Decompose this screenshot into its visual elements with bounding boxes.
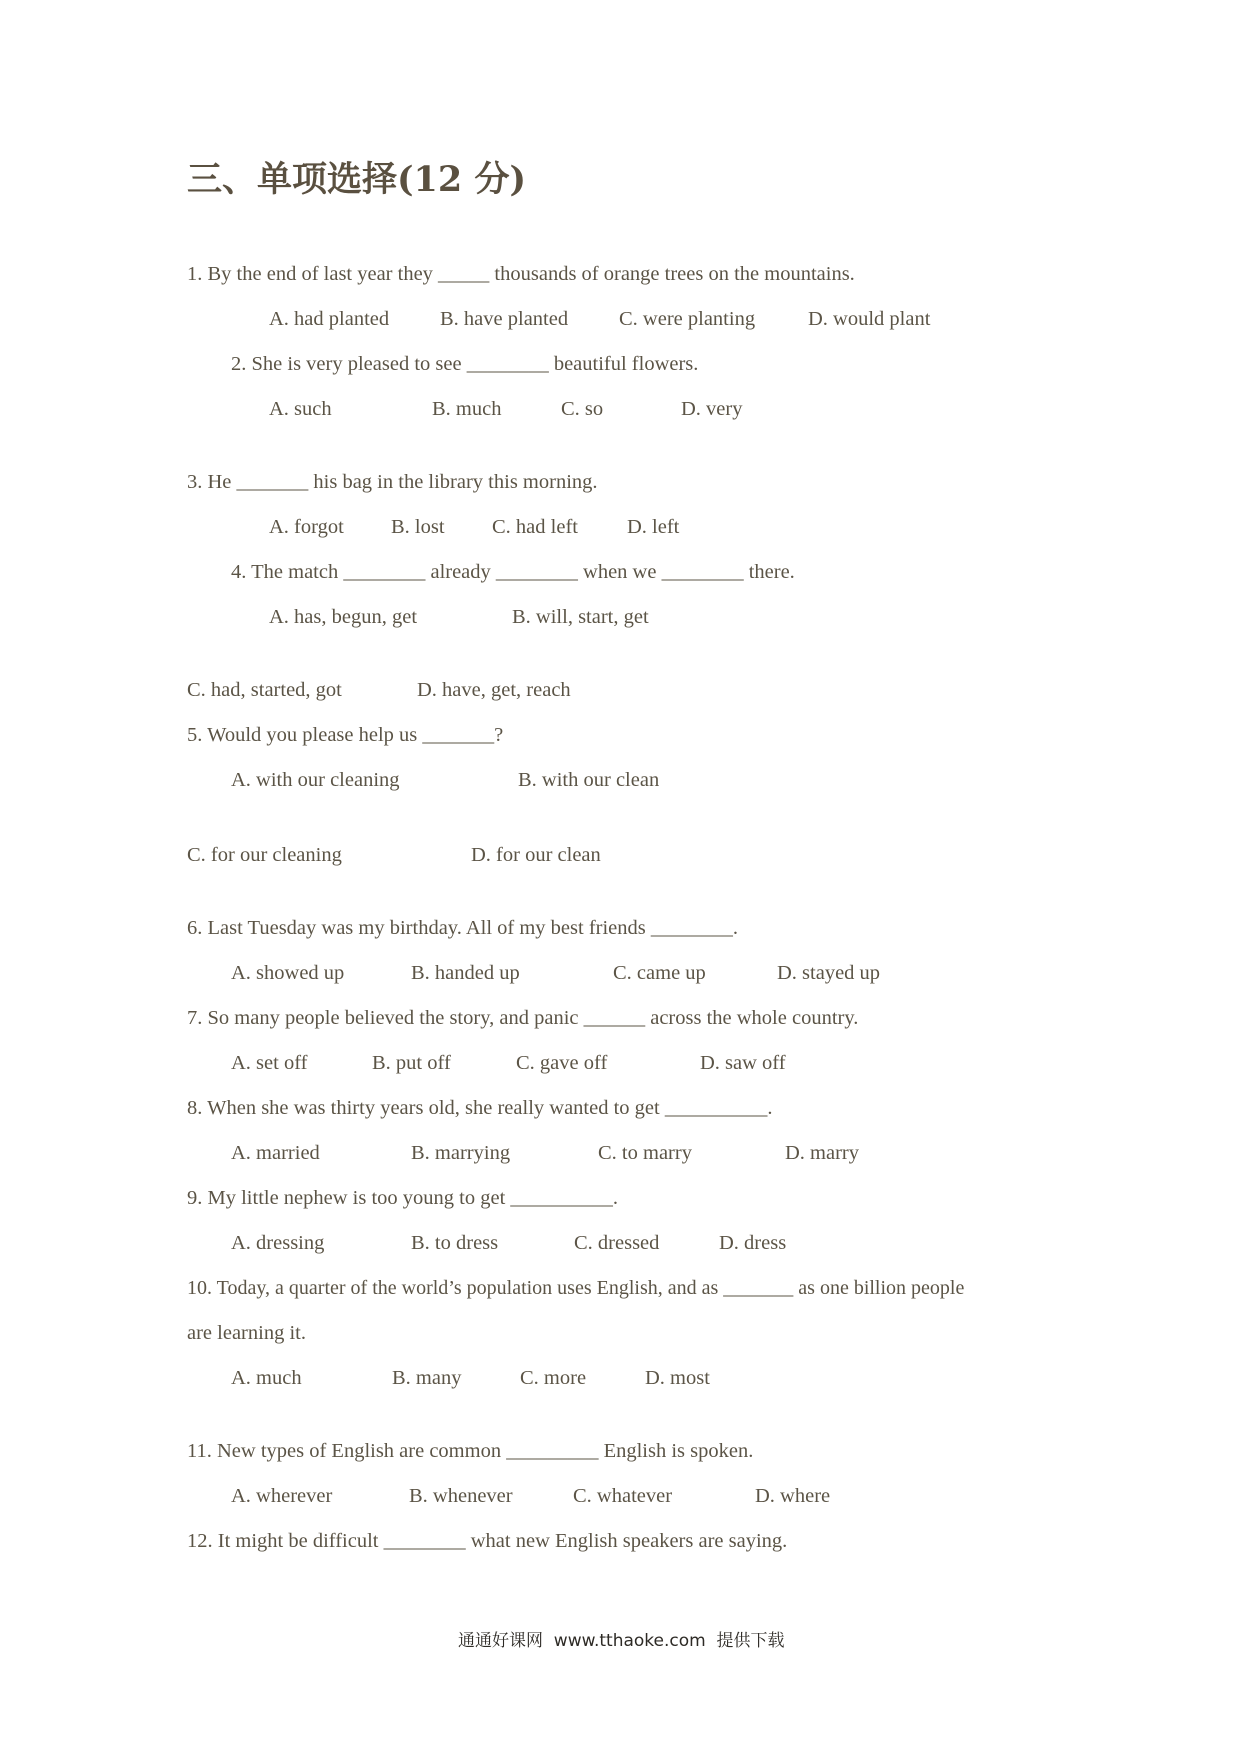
question-1-option-d: D. would plant: [808, 308, 931, 330]
question-5-option-d: D. for our clean: [471, 844, 601, 866]
question-3-option-a: A. forgot: [269, 516, 344, 538]
question-5-stem: 5. Would you please help us _______?: [187, 724, 504, 746]
question-8-option-b: B. marrying: [411, 1142, 511, 1164]
question-11-option-b: B. whenever: [409, 1485, 513, 1507]
question-2-option-d: D. very: [681, 398, 743, 420]
question-10-stem: 10. Today, a quarter of the world’s population uses English, and as _______ as one billion people: [187, 1277, 965, 1299]
question-3-option-b: B. lost: [391, 516, 445, 538]
question-6-option-c: C. came up: [613, 962, 706, 984]
question-9-option-a: A. dressing: [231, 1232, 325, 1254]
question-9-option-b: B. to dress: [411, 1232, 499, 1254]
question-1-stem: 1. By the end of last year they _____ thousands of orange trees on the mountains.: [187, 263, 855, 285]
question-9-option-d: D. dress: [719, 1232, 787, 1254]
section-title: 三、单项选择(12 分): [187, 159, 527, 200]
question-4-option-d: D. have, get, reach: [417, 679, 571, 701]
question-2-option-b: B. much: [432, 398, 502, 420]
question-10-option-d: D. most: [645, 1367, 710, 1389]
question-3-option-d: D. left: [627, 516, 680, 538]
question-2-option-a: A. such: [269, 398, 332, 420]
question-7-stem: 7. So many people believed the story, and panic ______ across the whole country.: [187, 1007, 859, 1029]
question-8-option-d: D. marry: [785, 1142, 860, 1164]
question-11-option-c: C. whatever: [573, 1485, 673, 1507]
question-2-option-c: C. so: [561, 398, 604, 420]
question-12-stem: 12. It might be difficult ________ what new English speakers are saying.: [187, 1530, 788, 1552]
question-11-option-a: A. wherever: [231, 1485, 333, 1507]
question-1-option-a: A. had planted: [269, 308, 390, 330]
question-11-stem: 11. New types of English are common _________ English is spoken.: [187, 1440, 754, 1462]
question-8-option-a: A. married: [231, 1142, 320, 1164]
question-10-option-b: B. many: [392, 1367, 462, 1389]
question-10-option-a: A. much: [231, 1367, 302, 1389]
question-7-option-b: B. put off: [372, 1052, 451, 1074]
question-7-option-a: A. set off: [231, 1052, 308, 1074]
question-8-stem: 8. When she was thirty years old, she really wanted to get __________.: [187, 1097, 773, 1119]
question-1-option-b: B. have planted: [440, 308, 569, 330]
question-11-option-d: D. where: [755, 1485, 831, 1507]
question-3-stem: 3. He _______ his bag in the library this morning.: [187, 471, 598, 493]
question-10-stem-continued: are learning it.: [187, 1322, 306, 1344]
question-1-option-c: C. were planting: [619, 308, 756, 330]
question-4-stem: 4. The match ________ already ________ when we ________ there.: [231, 561, 795, 583]
question-4-option-b: B. will, start, get: [512, 606, 649, 628]
question-2-stem: 2. She is very pleased to see ________ beautiful flowers.: [231, 353, 699, 375]
question-4-option-a: A. has, begun, get: [269, 606, 418, 628]
question-4-option-c: C. had, started, got: [187, 679, 342, 701]
question-10-option-c: C. more: [520, 1367, 587, 1389]
question-3-option-c: C. had left: [492, 516, 578, 538]
question-6-option-a: A. showed up: [231, 962, 345, 984]
question-5-option-b: B. with our clean: [518, 769, 660, 791]
question-5-option-a: A. with our cleaning: [231, 769, 400, 791]
question-6-option-d: D. stayed up: [777, 962, 881, 984]
question-6-option-b: B. handed up: [411, 962, 520, 984]
footer-text: 通通好课网 www.tthaoke.com 提供下载: [458, 1631, 785, 1651]
question-8-option-c: C. to marry: [598, 1142, 692, 1164]
question-7-option-d: D. saw off: [700, 1052, 786, 1074]
question-9-option-c: C. dressed: [574, 1232, 660, 1254]
question-6-stem: 6. Last Tuesday was my birthday. All of my best friends ________.: [187, 917, 738, 939]
question-5-option-c: C. for our cleaning: [187, 844, 342, 866]
question-7-option-c: C. gave off: [516, 1052, 608, 1074]
question-9-stem: 9. My little nephew is too young to get __________.: [187, 1187, 619, 1209]
